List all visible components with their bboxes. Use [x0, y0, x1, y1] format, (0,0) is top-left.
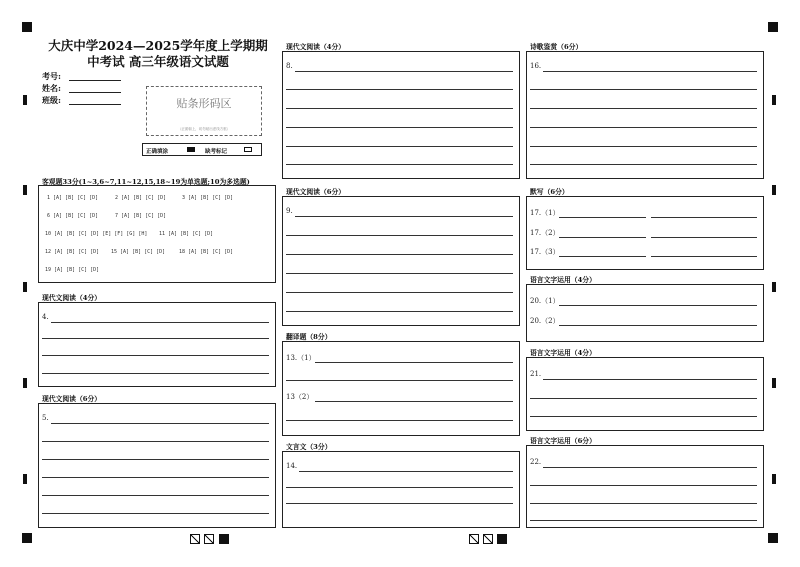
legend-absent-label: 缺考标记 [205, 149, 228, 155]
side-mark-left [23, 378, 27, 388]
answer-line[interactable] [286, 254, 513, 255]
answer-line[interactable] [286, 164, 513, 165]
answer-line[interactable] [42, 355, 269, 356]
class-label: 班级: [42, 95, 61, 105]
answer-line[interactable] [286, 380, 513, 381]
answer-line[interactable] [543, 379, 757, 380]
name-line[interactable] [69, 92, 121, 93]
q17-title: 默写（6分） [530, 188, 569, 196]
correct-fill-sample [187, 147, 195, 152]
answer-line[interactable] [286, 235, 513, 236]
answer-line[interactable] [51, 322, 269, 323]
q9-number: 9. [286, 207, 293, 215]
choice-q18[interactable]: 18 [A] [B] [C] [D] [179, 249, 234, 255]
answer-line[interactable] [543, 467, 757, 468]
page-mark-slash [483, 534, 493, 544]
exam-title: 大庆中学2024—2025学年度上学期期中考试 高三年级语文试题 [48, 38, 268, 69]
answer-line[interactable] [286, 127, 513, 128]
answer-line[interactable] [315, 401, 513, 402]
answer-line[interactable] [530, 398, 757, 399]
legend-correct-label: 正确填涂 [146, 149, 169, 155]
q13-answer-box [282, 341, 520, 436]
side-mark-left [23, 474, 27, 484]
answer-line[interactable] [530, 127, 757, 128]
answer-line[interactable] [286, 487, 513, 488]
q20-1-label: 20.（1） [530, 297, 560, 305]
answer-line[interactable] [299, 471, 513, 472]
answer-line[interactable] [42, 477, 269, 478]
page-mark-slash [190, 534, 200, 544]
answer-line[interactable] [530, 164, 757, 165]
q17-2-label: 17.（2） [530, 229, 560, 237]
side-mark-right [772, 185, 776, 195]
q16-title: 诗歌鉴赏（6分） [530, 43, 583, 51]
q13-title: 翻译题（8分） [286, 333, 332, 341]
q5-title: 现代文阅读（6分） [42, 395, 102, 403]
q14-number: 14. [286, 462, 298, 470]
page-mark-solid [219, 534, 229, 544]
answer-line[interactable] [315, 362, 513, 363]
answer-line[interactable] [42, 441, 269, 442]
q9-title: 现代文阅读（6分） [286, 188, 346, 196]
answer-line[interactable] [651, 256, 757, 257]
page-mark-solid [497, 534, 507, 544]
answer-line[interactable] [286, 311, 513, 312]
absent-checkbox[interactable] [244, 147, 252, 152]
side-mark-left [23, 282, 27, 292]
answer-line[interactable] [559, 256, 646, 257]
corner-mark-bottom-right [768, 533, 778, 543]
answer-line[interactable] [543, 71, 757, 72]
q8-answer-box [282, 51, 520, 179]
name-label: 姓名: [42, 83, 61, 93]
q16-answer-box [526, 51, 764, 179]
objective-title: 客观题33分(1~3,6~7,11~12,15,18~19为单选题;10为多选题) [42, 178, 250, 186]
answer-line[interactable] [559, 237, 646, 238]
side-mark-right [772, 378, 776, 388]
q13-1-label: 13.（1） [286, 354, 316, 362]
q4-answer-box [38, 302, 276, 387]
answer-line[interactable] [286, 108, 513, 109]
barcode-area [146, 86, 262, 136]
q17-3-label: 17.（3） [530, 248, 560, 256]
choice-q6[interactable]: 6 [A] [B] [C] [D] [47, 213, 99, 219]
answer-line[interactable] [42, 495, 269, 496]
exam-number-line[interactable] [69, 80, 121, 81]
choice-q15[interactable]: 15 [A] [B] [C] [D] [111, 249, 166, 255]
corner-mark-top-left [22, 22, 32, 32]
side-mark-left [23, 185, 27, 195]
side-mark-right [772, 95, 776, 105]
q8-title: 现代文阅读（4分） [286, 43, 346, 51]
q14-title: 文言文（3分） [286, 443, 332, 451]
q20-title: 语言文字运用（4分） [530, 276, 596, 284]
answer-line[interactable] [286, 503, 513, 504]
q4-title: 现代文阅读（4分） [42, 294, 102, 302]
answer-line[interactable] [530, 416, 757, 417]
answer-line[interactable] [286, 292, 513, 293]
objective-box [38, 185, 276, 283]
side-mark-right [772, 282, 776, 292]
q17-1-label: 17.（1） [530, 209, 560, 217]
choice-q7[interactable]: 7 [A] [B] [C] [D] [115, 213, 167, 219]
q21-title: 语言文字运用（4分） [530, 349, 596, 357]
answer-line[interactable] [42, 513, 269, 514]
barcode-title: 贴条形码区 [176, 97, 232, 110]
q8-number: 8. [286, 62, 293, 70]
barcode-note: （正面朝上，切勿贴出虚线方框） [177, 127, 231, 131]
answer-line[interactable] [559, 325, 757, 326]
answer-line[interactable] [530, 485, 757, 486]
fill-legend [142, 143, 262, 156]
q17-answer-box [526, 196, 764, 270]
answer-line[interactable] [559, 305, 757, 306]
answer-line[interactable] [42, 338, 269, 339]
answer-line[interactable] [295, 216, 513, 217]
exam-number-label: 考号: [42, 71, 61, 81]
answer-line[interactable] [651, 237, 757, 238]
q14-answer-box [282, 451, 520, 528]
answer-line[interactable] [530, 146, 757, 147]
answer-line[interactable] [530, 108, 757, 109]
choice-q3[interactable]: 3 [A] [B] [C] [D] [182, 195, 234, 201]
q22-number: 22. [530, 458, 542, 466]
answer-line[interactable] [42, 459, 269, 460]
choice-q11[interactable]: 11 [A] [B] [C] [D] [159, 231, 214, 237]
q5-answer-box [38, 403, 276, 528]
corner-mark-top-right [768, 22, 778, 32]
q21-number: 21. [530, 370, 542, 378]
q22-answer-box [526, 445, 764, 528]
answer-line[interactable] [286, 146, 513, 147]
side-mark-right [772, 474, 776, 484]
q20-answer-box [526, 284, 764, 342]
choice-q12[interactable]: 12 [A] [B] [C] [D] [45, 249, 100, 255]
answer-line[interactable] [286, 420, 513, 421]
q5-number: 5. [42, 414, 49, 422]
page-mark-slash [469, 534, 479, 544]
corner-mark-bottom-left [22, 533, 32, 543]
answer-line[interactable] [530, 503, 757, 504]
q22-title: 语言文字运用（6分） [530, 437, 596, 445]
side-mark-left [23, 95, 27, 105]
q4-number: 4. [42, 313, 49, 321]
choice-q1[interactable]: 1 [A] [B] [C] [D] [47, 195, 99, 201]
answer-line[interactable] [42, 373, 269, 374]
answer-line[interactable] [651, 217, 757, 218]
answer-line[interactable] [295, 71, 513, 72]
q21-answer-box [526, 357, 764, 431]
answer-line[interactable] [530, 89, 757, 90]
page-mark-slash [204, 534, 214, 544]
answer-line[interactable] [286, 89, 513, 90]
q20-2-label: 20.（2） [530, 317, 560, 325]
class-line[interactable] [69, 104, 121, 105]
choice-q10[interactable]: 10 [A] [B] [C] [D] [E] [F] [G] [H] [45, 231, 148, 237]
choice-q19[interactable]: 19 [A] [B] [C] [D] [45, 267, 100, 273]
q13-2-label: 13（2） [286, 393, 314, 401]
answer-line[interactable] [51, 423, 269, 424]
q16-number: 16. [530, 62, 542, 70]
answer-line[interactable] [286, 273, 513, 274]
answer-line[interactable] [559, 217, 646, 218]
q9-answer-box [282, 196, 520, 326]
choice-q2[interactable]: 2 [A] [B] [C] [D] [115, 195, 167, 201]
answer-line[interactable] [530, 520, 757, 521]
